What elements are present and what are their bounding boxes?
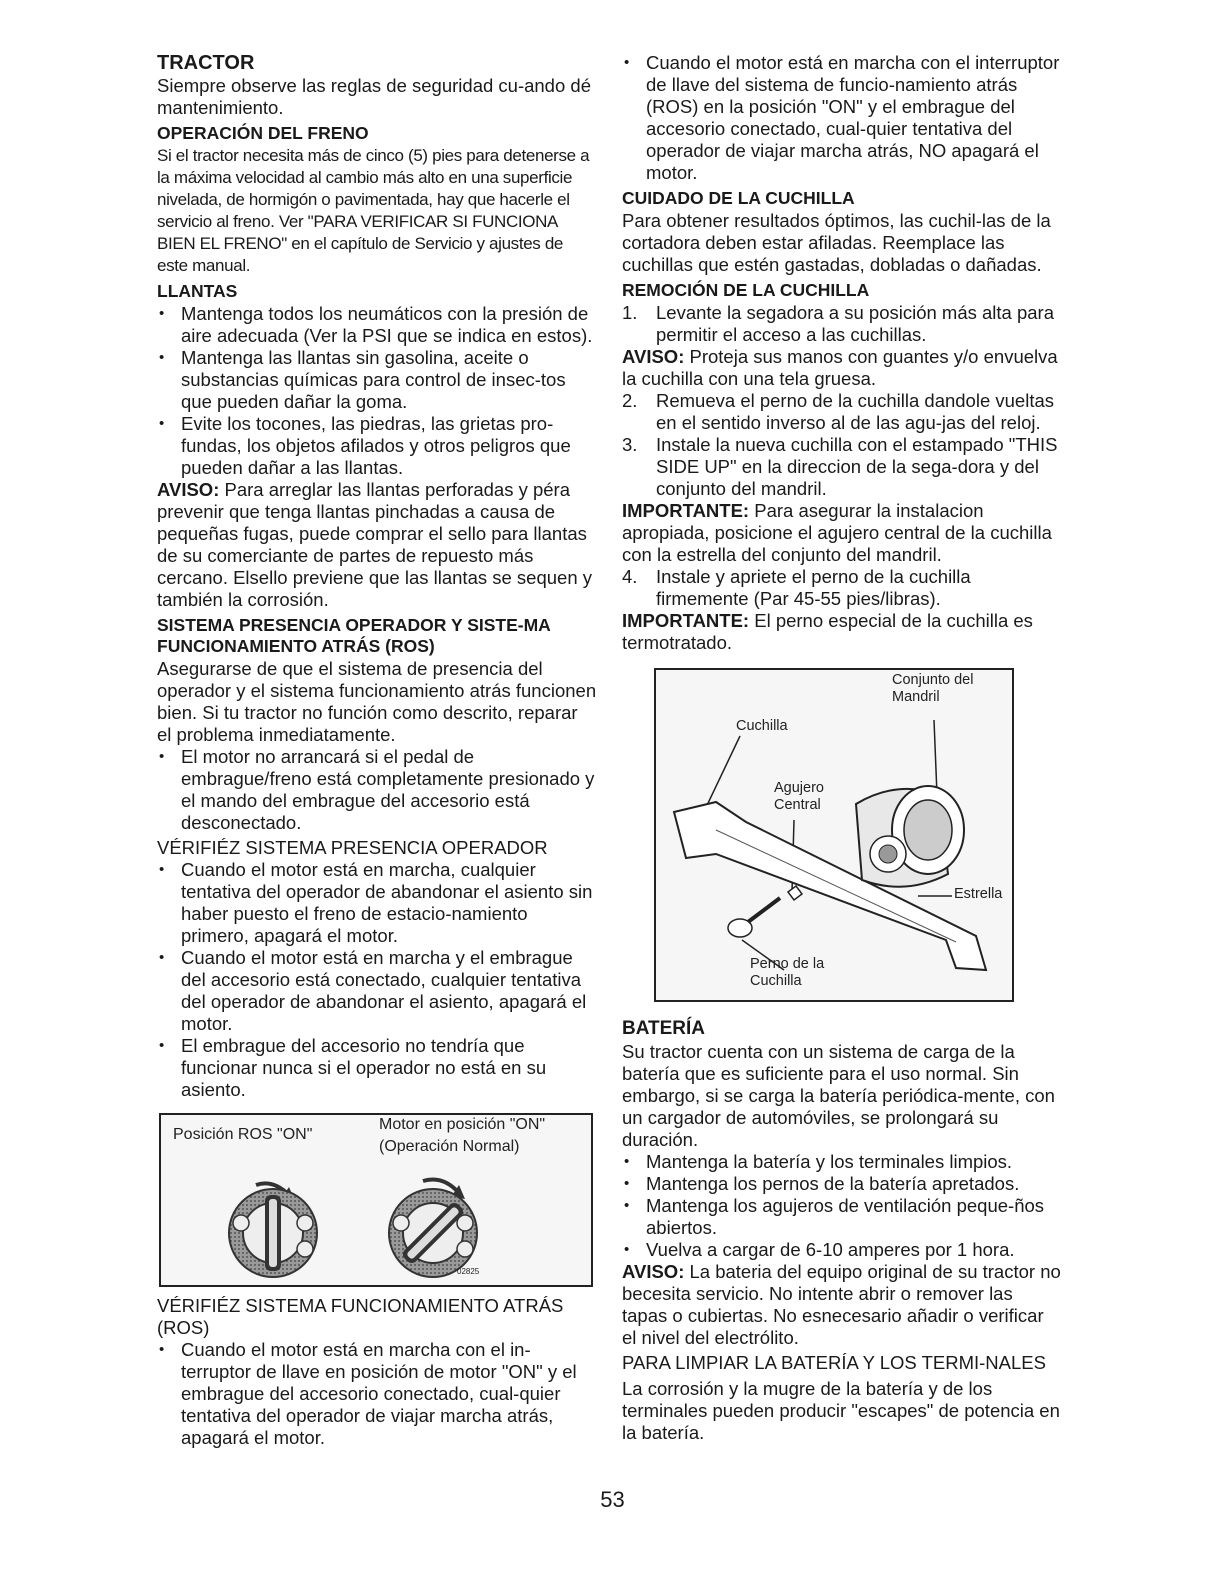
brake-heading: OPERACIÓN DEL FRENO [157, 123, 369, 143]
step-text: Remueva el perno de la cuchilla dandole vueltas en el sentido inverso al de las agu-jas del reloj. [656, 390, 1055, 433]
blade-steps-2 [622, 390, 1062, 500]
presence-list [157, 859, 597, 1101]
battery-list [622, 1151, 1062, 1261]
clean-battery-heading: PARA LIMPIAR LA BATERÍA Y LOS TERMI-NALES [622, 1352, 1046, 1373]
page-number: 53 [600, 1487, 625, 1512]
list-item: • Mantenga los pernos de la batería apretados. [622, 1173, 1062, 1195]
list-item: 2. Remueva el perno de la cuchilla dandole vueltas en el sentido inverso al de las agu-jas del reloj. [622, 390, 1055, 433]
battery-text: Su tractor cuenta con un sistema de carga de la batería que es suficiente para el uso normal. Sin embargo, si se carga la batería periódica-mente, con un cargador de automóviles, se prolongará su duración. [622, 1041, 1055, 1150]
right-column [622, 52, 1062, 1444]
list-item: • Vuelva a cargar de 6-10 amperes por 1 hora. [622, 1239, 1062, 1261]
important-text: Para asegurar la instalacion apropiada, posicione el agujero central de la cuchilla con la estrella del conjunto del mandril. [622, 500, 1052, 565]
blade-care-text: Para obtener resultados óptimos, las cuchil-las de la cortadora deben estar afiladas. Reemplace las cuchillas que estén gastadas, dobladas o dañadas. [622, 210, 1051, 275]
center-hole-label-2: Central [774, 797, 821, 813]
tractor-heading: TRACTOR [157, 52, 255, 74]
notice-label: AVISO: [157, 479, 220, 500]
blade-steps-1 [622, 302, 1062, 346]
center-hole-label-1: Agujero [774, 780, 824, 796]
list-item: • Mantenga las llantas sin gasolina, aceite o substancias químicas para control de insec-tos que pueden dañar la goma. [157, 347, 597, 413]
blade-drawing [656, 670, 1012, 1000]
bolt-icon [728, 898, 780, 937]
battery-heading: BATERÍA [622, 1018, 706, 1039]
motor-on-switch-icon [389, 1180, 480, 1278]
list-item: 3. Instale la nueva cuchilla con el estampado "THIS SIDE UP" en la direccion de la sega-dora y del conjunto del mandril. [622, 434, 1058, 499]
ros-text: Asegurarse de que el sistema de presencia del operador y el sistema funcionamiento atrás funcionen bien. Si tu tractor no función como descrito, reparar el problema inmediatamente. [157, 658, 597, 745]
list-item: • Mantenga los agujeros de ventilación peque-ños abiertos. [622, 1195, 1062, 1239]
spindle-label-2: Mandril [892, 689, 940, 705]
notice-label: AVISO: [622, 1261, 685, 1282]
star-label: Estrella [954, 886, 1003, 902]
list-item: • Mantenga todos los neumáticos con la presión de aire adecuada (Ver la PSI que se indica en estos). [157, 303, 597, 347]
ros-on-switch-icon [229, 1183, 317, 1277]
ros-continued-list [622, 52, 1062, 184]
spindle-label-1: Conjunto del [892, 672, 974, 688]
important-note-2 [622, 610, 1062, 654]
list-item: • Cuando el motor está en marcha con el interruptor de llave del sistema de funcio-namiento atrás (ROS) en la posición "ON" y el embrague del accesorio conectado, cual-quier tentativa del operador de viajar marcha atrás, NO apagará el motor. [622, 52, 1062, 184]
left-column [157, 52, 597, 1449]
blade-notice [622, 346, 1062, 390]
important-note-1 [622, 500, 1062, 566]
ros-key-switch-figure [159, 1113, 593, 1287]
spindle-icon [856, 786, 964, 887]
blade-assembly-figure [654, 668, 1014, 1002]
notice-label: AVISO: [622, 346, 685, 367]
list-item: • Evite los tocones, las piedras, las grietas pro-fundas, los objetos afilados y otros peligros que pueden dañar a las llantas. [157, 413, 597, 479]
list-item: • Cuando el motor está en marcha y el embrague del accesorio está conectado, cualquier tentativa del operador de abandonar el asiento, apagará el motor. [157, 947, 597, 1035]
tires-heading: LLANTAS [157, 281, 238, 301]
presence-heading: VÉRIFIÉZ SISTEMA PRESENCIA OPERADOR [157, 837, 548, 858]
list-item: 4. Instale y apriete el perno de la cuchilla firmemente (Par 45-55 pies/libras). [622, 566, 971, 609]
brake-text: Si el tractor necesita más de cinco (5) pies para detenerse a la máxima velocidad al cambio más alto en una superficie nivelada, de hormigón o pavimentada, hay que hacerle el servicio al freno. Ver "PARA VERIFICAR SI FUNCIONA BIEN EL FRENO" en el capítulo de Servicio y ajustes de este manual. [157, 146, 590, 275]
step-text: Instale la nueva cuchilla con el estampado "THIS SIDE UP" en la direccion de la sega-dora y del conjunto del mandril. [656, 434, 1058, 499]
important-label: IMPORTANTE: [622, 610, 750, 631]
figure-code: 02825 [457, 1267, 480, 1276]
notice-text: Proteja sus manos con guantes y/o envuelva la cuchilla con una tela gruesa. [622, 346, 1058, 389]
list-item: • Cuando el motor está en marcha, cualquier tentativa del operador de abandonar el asiento sin haber puesto el freno de estacio-namiento primero, apagará el motor. [157, 859, 597, 947]
battery-notice [622, 1261, 1062, 1349]
ros-list [157, 746, 597, 834]
reverse-heading: VÉRIFIÉZ SISTEMA FUNCIONAMIENTO ATRÁS (ROS) [157, 1295, 564, 1338]
bolt-label-2: Cuchilla [750, 973, 802, 989]
blade-removal-heading: REMOCIÓN DE LA CUCHILLA [622, 280, 870, 300]
bolt-label-1: Perno de la [750, 956, 825, 972]
tires-notice [157, 479, 597, 611]
clean-battery-text: La corrosión y la mugre de la batería y de los terminales pueden producir "escapes" de potencia en la batería. [622, 1378, 1060, 1443]
important-label: IMPORTANTE: [622, 500, 750, 521]
ros-on-label: Posición ROS "ON" [173, 1126, 313, 1143]
list-item: • Cuando el motor está en marcha con el in-terruptor de llave en posición de motor "ON" y el embrague del accesorio conectado, cual-quier tentativa del operador de viajar marcha atrás, apagará el motor. [157, 1339, 597, 1449]
step-text: Levante la segadora a su posición más alta para permitir el acceso a las cuchillas. [656, 302, 1055, 345]
key-switch-drawing [161, 1115, 591, 1285]
motor-on-label: Motor en posición "ON" [379, 1116, 546, 1133]
tires-list [157, 303, 597, 479]
list-item: 1. Levante la segadora a su posición más alta para permitir el acceso a las cuchillas. [622, 302, 1055, 345]
ros-heading: SISTEMA PRESENCIA OPERADOR Y SISTE-MA FUNCIONAMIENTO ATRÁS (ROS) [157, 615, 551, 656]
notice-text: Para arreglar las llantas perforadas y péra prevenir que tenga llantas pinchadas a causa de pequeñas fugas, puede comprar el sello para llantas de su comerciante de partes de repuesto más cercano. Elsello previene que las llantas se sequen y también la corrosión. [157, 479, 593, 610]
step-text: Instale y apriete el perno de la cuchilla firmemente (Par 45-55 pies/libras). [656, 566, 971, 609]
blade-care-heading: CUIDADO DE LA CUCHILLA [622, 188, 855, 208]
reverse-list [157, 1339, 597, 1449]
list-item: • El embrague del accesorio no tendría que funcionar nunca si el operador no está en su asiento. [157, 1035, 597, 1101]
blade-label: Cuchilla [736, 718, 788, 734]
notice-text: La bateria del equipo original de su tractor no becesita servicio. No intente abrir o remover las tapas o cubiertas. No esnecesario añadir o verificar el nivel del electrólito. [622, 1261, 1061, 1348]
list-item: • El motor no arrancará si el pedal de embrague/freno está completamente presionado y el mando del embrague del accesorio está desconectado. [157, 746, 597, 834]
normal-operation-label: (Operación Normal) [379, 1138, 520, 1155]
blade-steps-3 [622, 566, 1062, 610]
important-text: El perno especial de la cuchilla es termotratado. [622, 610, 1033, 653]
list-item: • Mantenga la batería y los terminales limpios. [622, 1151, 1062, 1173]
tractor-text: Siempre observe las reglas de seguridad cu-ando dé mantenimiento. [157, 75, 591, 118]
